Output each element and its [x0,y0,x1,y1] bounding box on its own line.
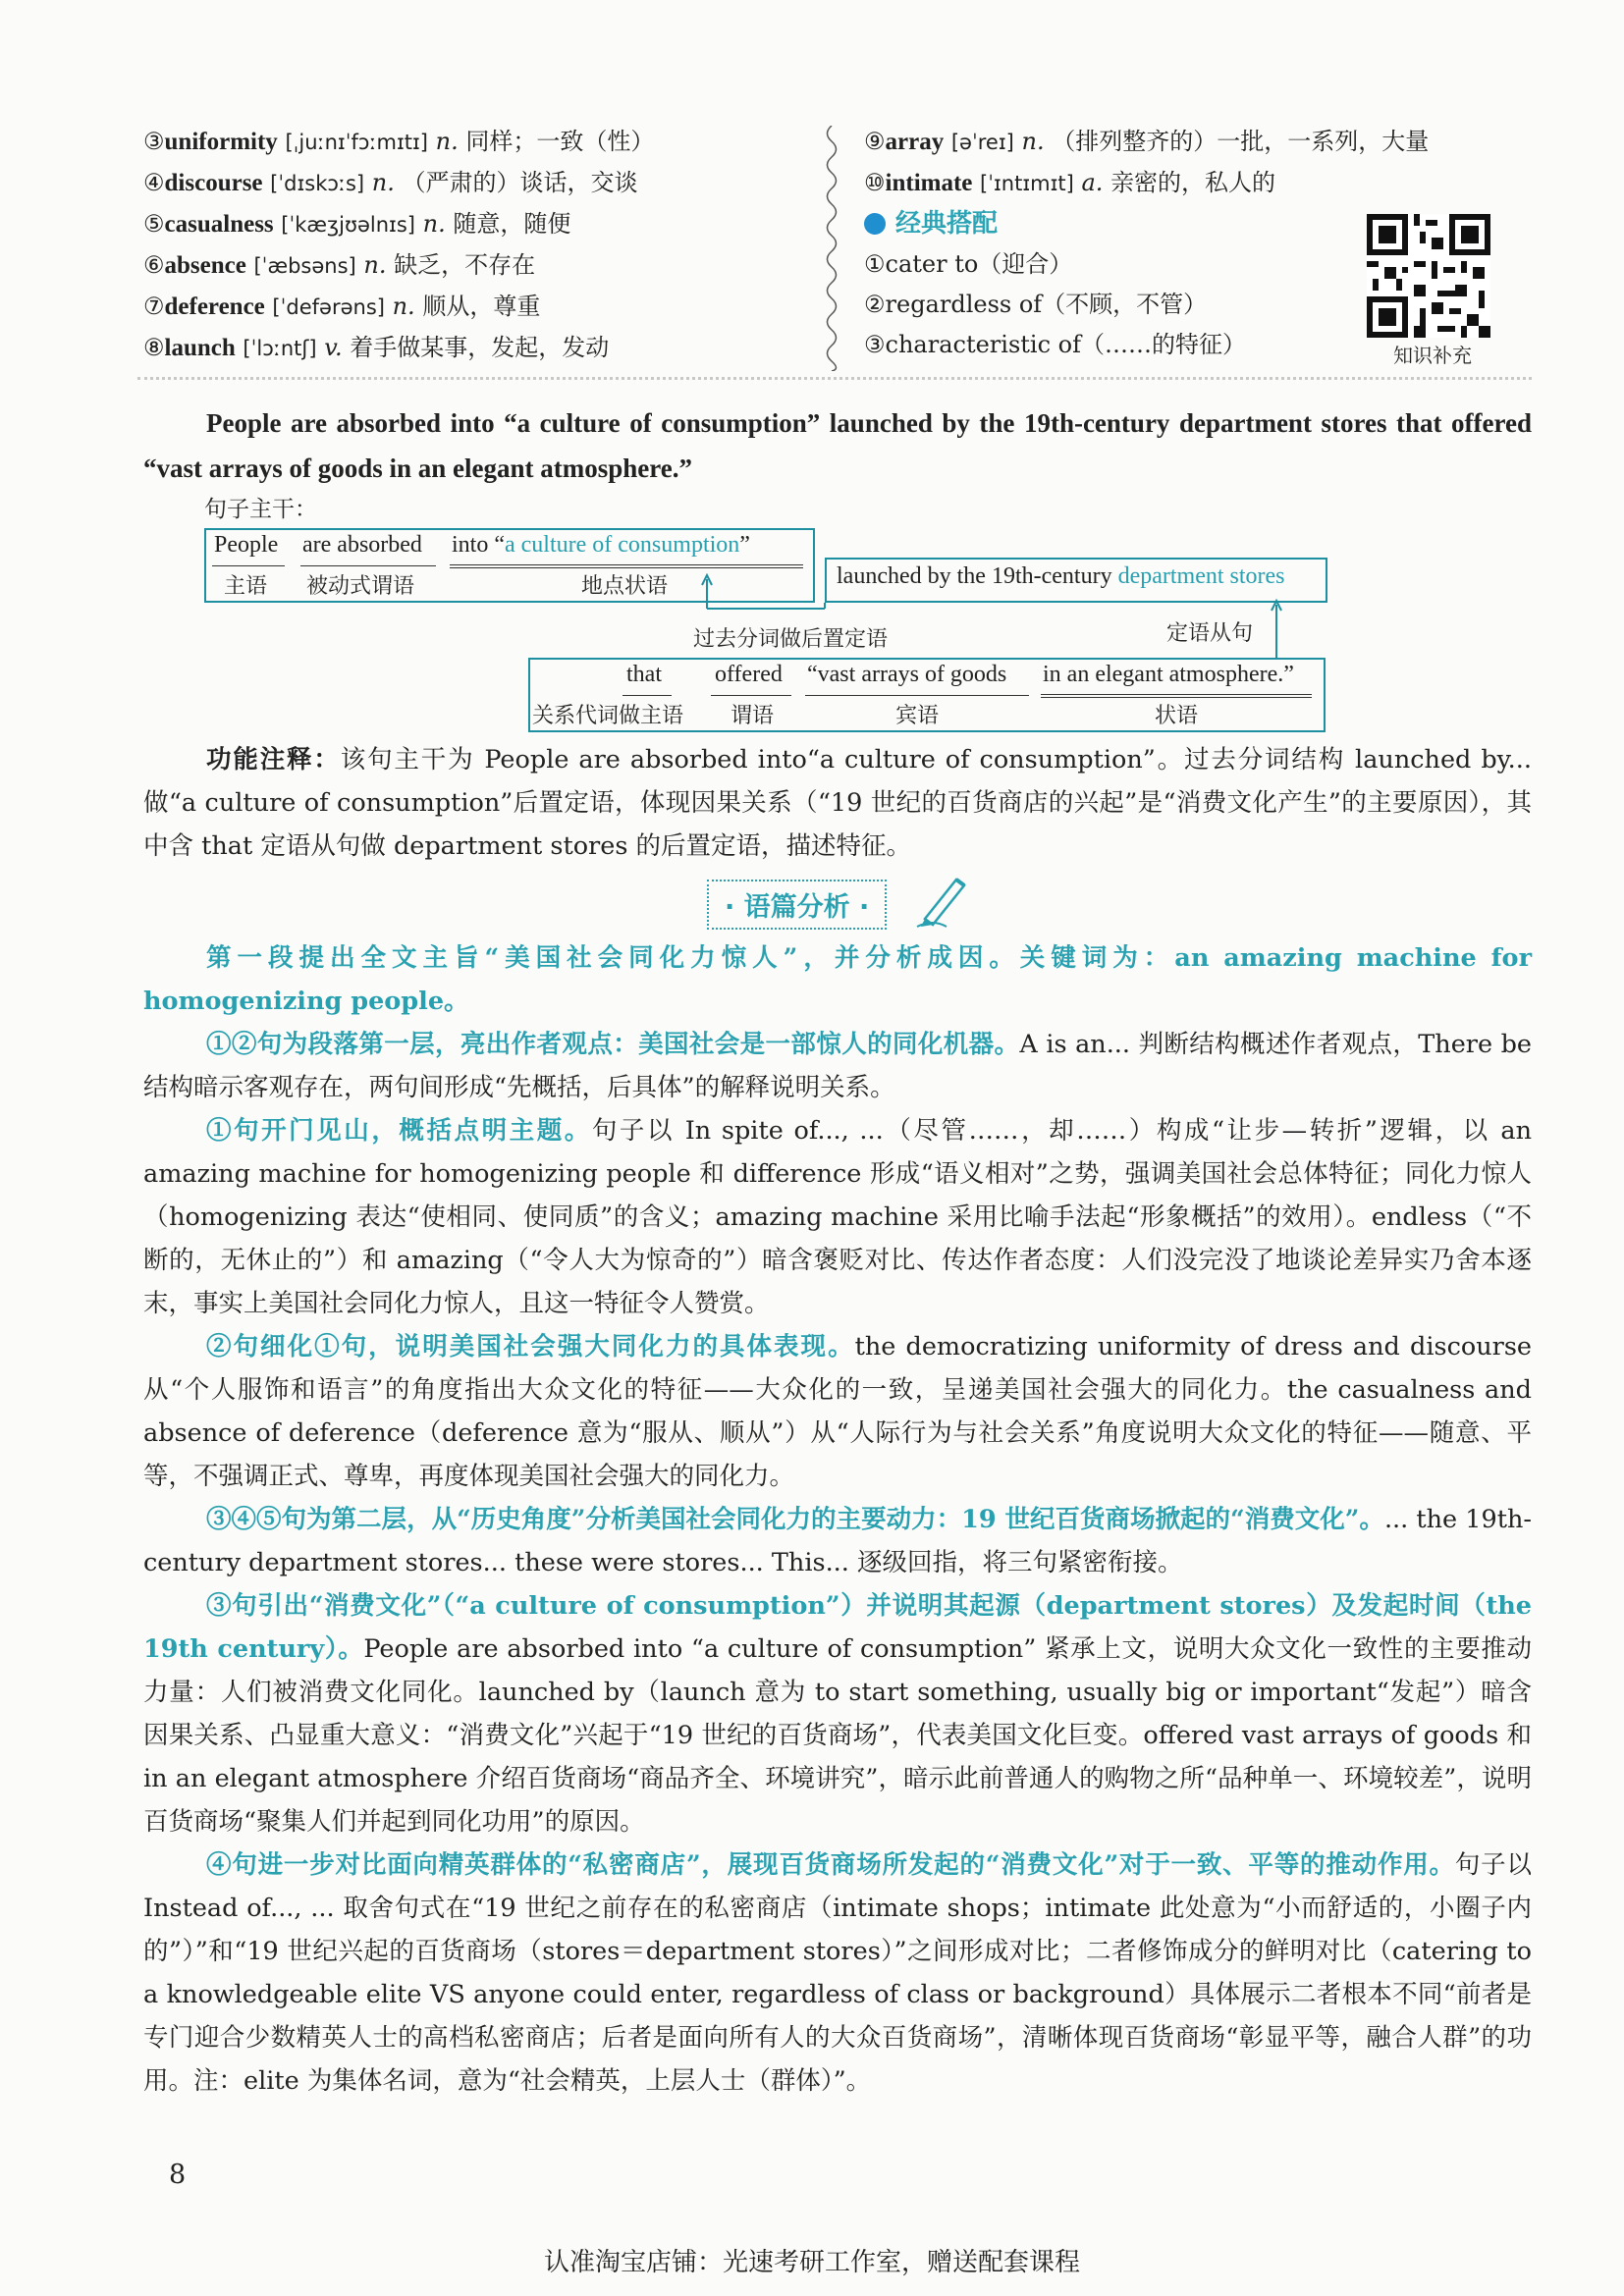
vocab-item: ④discourse [ˈdɪskɔːs] n. （严肃的）谈话，交谈 [143,169,638,196]
analysis-paragraph: ③④⑤句为第二层，从“历史角度”分析美国社会同化力的主要动力：19 世纪百货商场掀起的“消费文化”。... the 19th-century department stores... these were stores... This... 逐级回指，将三句紧密衔接。 [143,1505,1532,1577]
label-object: 宾语 [895,704,940,728]
vocab-item: ⑩intimate [ˈɪntɪmɪt] a. 亲密的，私人的 [864,169,1276,196]
trunk-label: 句子主干： [204,497,317,522]
analysis-paragraph: ①句开门见山，概括点明主题。句子以 In spite of..., ...（尽管……，却……）构成“让步—转折”逻辑，以 an amazing machine for homogenizing people 和 difference 形成“语义相对”之势，强调美国社会总体特征；同化力惊人（homogenizing 表达“使相同、使同质”的含义；amazing machine 采用比喻手法起“形象概括”的效用）。endless（“不断的，无休止的”）和 amazing（“令人大为惊奇的”）暗含褒贬对比、传达作者态度：人们没完没了地谈论差异实乃舍本逐末，事实上美国社会同化力惊人，且这一特征令人赞赏。 [143,1116,1532,1318]
label-post-attributive: 过去分词做后置定语 [693,627,889,652]
clause-predicate: offered [715,662,783,687]
page-number: 8 [169,2160,187,2190]
footer-note: 认准淘宝店铺：光速考研工作室，赠送配套课程 [543,2248,1080,2277]
adverbial-phrase: into “a culture of consumption” [452,532,750,558]
collocation-item: ①cater to（迎合） [864,250,1073,278]
clause-relative: that [626,662,662,687]
label-predicate: 谓语 [731,704,775,728]
analysis-paragraph: ②句细化①句，说明美国社会强大同化力的具体表现。the democratizing uniformity of dress and discourse 从“个人服饰和语言”的角度指出大众文化的特征——大众化的一致，呈递美国社会强大的同化力。the casualness and absence of deference（deference 意为“服从、顺从”）从“人际行为与社会关系”角度说明大众文化的特征——随意、平等，不强调正式、尊卑，再度体现美国社会强大的同化力。 [143,1332,1532,1491]
analysis-paragraph: ④句进一步对比面向精英群体的“私密商店”，展现百货商场所发起的“消费文化”对于一致、平等的推动作用。句子以 Instead of..., ... 取舍句式在“19 世纪之前存在的私密商店（intimate shops；intimate 此处意为“小而舒适的，小圈子内的”）”和“19 世纪兴起的百货商场（stores＝department stores）”之间形成对比；二者修饰成分的鲜明对比（catering to a knowledgeable elite VS anyone could enter, regardless of class or background）具体展示二者根本不同“前者是专门迎合少数精英人士的高档私密商店；后者是面向所有人的大众百货商场”，清晰体现百货商场“彰显平等，融合人群”的功用。注：elite 为集体名词，意为“社会精英，上层人士（群体）”。 [143,1850,1532,2096]
qr-label: 知识补充 [1393,344,1472,367]
label-relative-subject: 关系代词做主语 [532,704,684,728]
vocab-item: ⑤casualness [ˈkæʒjʊəlnɪs] n. 随意，随便 [143,210,571,238]
analysis-paragraph: ③句引出“消费文化”（“a culture of consumption”）并说明其起源（department stores）及发起时间（the 19th century）。People are absorbed into “a culture of consumption” 紧承上文，说明大众文化一致性的主要推动力量：人们被消费文化同化。launched by（launch 意为 to start something, usually big or important“发起”）暗含因果关系、凸显重大意义：“消费文化”兴起于“19 世纪的百货商场”，代表美国文化巨变。offered vast arrays of goods 和 in an elegant atmosphere 介绍百货商场“商品齐全、环境讲究”，暗示此前普通人的购物之所“品种单一、环境较差”，说明百货商场“聚集人们并起到同化功用”的原因。 [143,1591,1532,1837]
pen-icon [913,870,972,929]
vocab-item: ⑧launch [ˈlɔːntʃ] v. 着手做某事，发起，发动 [143,334,610,361]
label-attributive-clause: 定语从句 [1166,621,1254,646]
clause-adverbial: in an elegant atmosphere.” [1043,662,1294,687]
label-passive-predicate: 被动式谓语 [306,574,415,599]
discourse-analysis [143,936,1532,2103]
section-title: · 语篇分析 · [707,880,887,930]
function-note: 功能注释：该句主干为 People are absorbed into“a culture of consumption”。过去分词结构 launched by... 做“a culture of consumption”后置定语，体现因果关系（“19 世纪的百货商店的兴起”是“消费文化产生”的主要原因），其中含 that 定语从句做 department stores 的后置定语，描述特征。 [143,745,1532,861]
analysis-paragraph: 第一段提出全文主旨“美国社会同化力惊人”，并分析成因。关键词为：an amazing machine for homogenizing people。 [143,943,1532,1016]
subject-word: People [214,532,279,558]
analysis-paragraph: ①②句为段落第一层，亮出作者观点：美国社会是一部惊人的同化机器。A is an... 判断结构概述作者观点，There be 结构暗示客观存在，两句间形成“先概括，后具体”的解释说明关系。 [143,1030,1532,1102]
classic-collocations-heading: 经典搭配 [864,204,1429,244]
predicate-word: are absorbed [302,532,422,558]
clause-object: “vast arrays of goods [807,662,1007,687]
vocab-item: ⑨array [əˈreɪ] n. （排列整齐的）一批，一系列，大量 [864,128,1430,155]
collocation-item: ③characteristic of（……的特征） [864,331,1246,358]
label-adverbial: 状语 [1155,704,1199,728]
label-subject: 主语 [224,574,268,599]
vocab-item: ⑥absence [ˈæbsəns] n. 缺乏，不存在 [143,251,536,279]
key-sentence: People are absorbed into “a culture of consumption” launched by the 19th-century department stores that offered “vast arrays of goods in an elegant atmosphere.” [143,408,1532,483]
label-place-adverbial: 地点状语 [581,574,669,599]
vocab-item: ③uniformity [ˌjuːnɪˈfɔːmɪtɪ] n. 同样；一致（性） [143,128,655,155]
collocation-item: ②regardless of（不顾，不管） [864,291,1208,318]
sentence-diagram [0,0,1624,746]
vocab-item: ⑦deference [ˈdefərəns] n. 顺从，尊重 [143,293,541,320]
participle-phrase: launched by the 19th-century department stores [837,563,1285,589]
